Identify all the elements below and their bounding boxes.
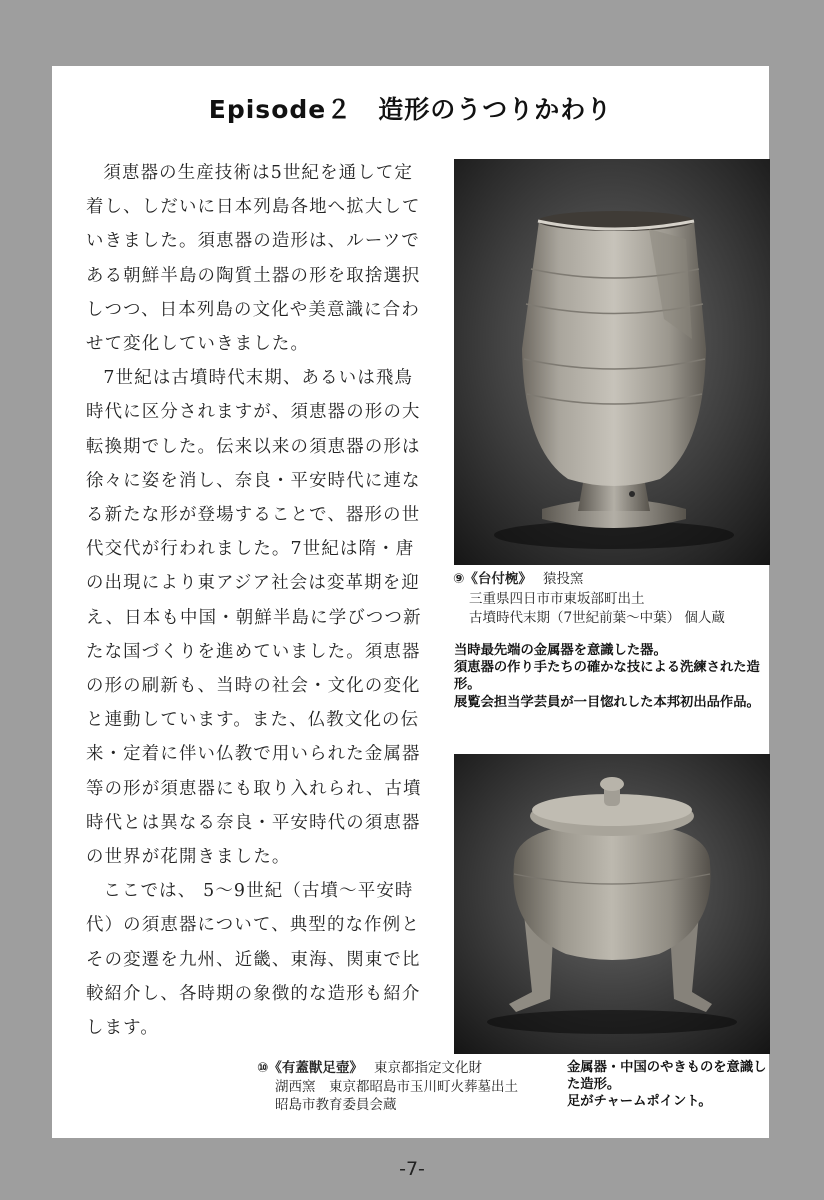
item9-note: 展覧会担当学芸員が一目惚れした本邦初出品作品。	[454, 694, 760, 710]
body-paragraph: 7世紀は古墳時代末期、あるいは飛鳥時代に区分されますが、須恵器の形の大転換期でした。伝来以来の須恵器の形は徐々に姿を消し、奈良・平安時代に連なる新たな形が登場することで、器形の世代交代が行われました。7世紀は隋・唐の出現により東アジア社会は変革期を迎え、日本も中国・朝鮮半島に学びつつ新たな国づくりを進めていました。須恵器の形の刷新も、当時の社会・文化の変化と連動しています。また、仏教文化の伝来・定着に伴い仏教で用いられた金属器等の形が須恵器にも取り入れられ、古墳時代とは異なる奈良・平安時代の須恵器の世界が花開きました。	[86, 368, 422, 868]
item10-note: 金属器・中国のやきものを意識した造形。	[567, 1060, 767, 1093]
item10-kiln-site: 湖西窯 東京都昭島市玉川町火葬墓出土	[275, 1078, 518, 1095]
lidded-pot-photo	[454, 754, 770, 1054]
item9-caption	[453, 570, 769, 629]
item10-note: 足がチャームポイント。	[567, 1094, 712, 1110]
body-paragraph: ここでは、 5～9世紀（古墳～平安時代）の須恵器について、典型的な作例とその変遷を九州、近畿、東海、関東で比較紹介し、各時期の象徴的な造形も紹介します。	[86, 881, 421, 1039]
item10-caption	[257, 1059, 557, 1115]
item9-site: 三重県四日市市東坂部町出土	[469, 590, 645, 607]
document-page	[52, 66, 769, 1138]
body-text	[86, 156, 422, 1045]
body-paragraph: 須恵器の生産技術は5世紀を通して定着し、しだいに日本列島各地へ拡大していきました。須恵器の造形は、ルーツである朝鮮半島の陶質土器の形を取捨選択しつつ、日本列島の文化や美意識に合わせて変化していきました。	[86, 163, 421, 355]
item9-note: 須恵器の作り手たちの確かな技による洗練された造形。	[454, 660, 760, 693]
item9-period-owner: 古墳時代末期（7世紀前葉～中葉） 個人蔵	[469, 610, 725, 626]
item9-kiln: 猿投窯	[542, 571, 584, 587]
item10-designation: 東京都指定文化財	[373, 1060, 482, 1076]
item10-notes	[567, 1059, 767, 1111]
footed-bowl-photo	[454, 159, 770, 565]
page-title: Episode２ 造形のうつりかわり	[208, 95, 613, 124]
item10-title: ⑩《有蓋獣足壺》	[257, 1060, 357, 1076]
item9-notes	[454, 642, 770, 711]
item9-title: ⑨《台付椀》	[453, 571, 526, 587]
item10-owner: 昭島市教育委員会蔵	[275, 1097, 397, 1113]
page-number: -7-	[399, 1158, 425, 1180]
item9-note: 当時最先端の金属器を意識した器。	[454, 643, 667, 658]
